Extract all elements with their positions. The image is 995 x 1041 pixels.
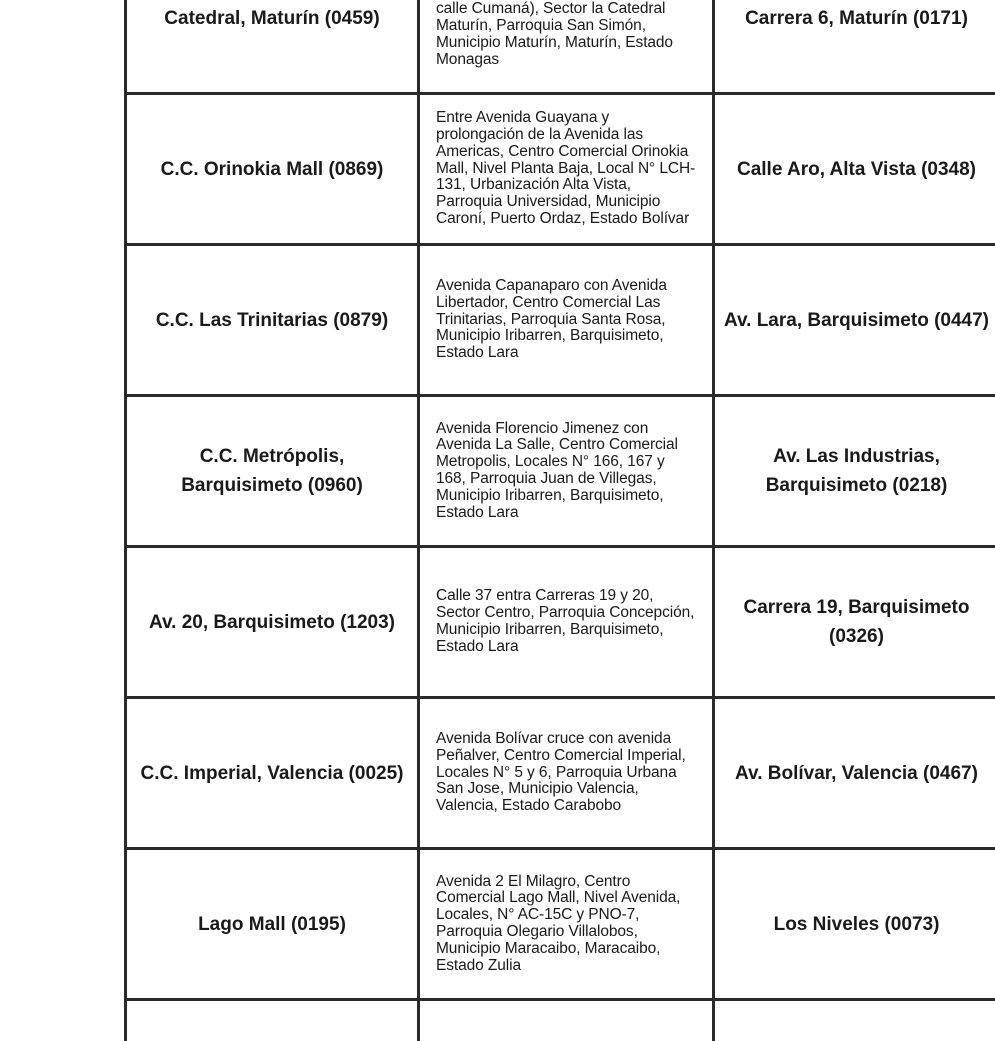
destination-branch-cell: Av. Lara, Barquisimeto (0447) [723,309,990,331]
address-cell: Avenida Florencio Jimenez con Avenida La Salle, Centro Comercial Metropolis, Locales N° 166, 167 y 168, Parroquia Juan de Villegas, Municipio Iribarren, Barquisimeto, Estado Lara [420,397,715,545]
origin-branch-cell: C.C. Orinokia Mall (0869) [127,95,420,243]
origin-branch-cell: Catedral, Maturín (0459) [127,0,420,92]
origin-branch-cell-empty [127,1001,420,1041]
table-row [127,850,995,1001]
table-row-partial [127,1001,995,1041]
table-row [127,397,995,548]
table-grid [124,0,995,1041]
destination-branch-cell: Los Niveles (0073) [773,913,940,935]
address-cell-empty [420,1001,715,1041]
address-cell: Calle 37 entra Carreras 19 y 20, Sector Centro, Parroquia Concepción, Municipio Iribarren, Barquisimeto, Estado Lara [420,548,715,696]
table-row [127,246,995,397]
destination-branch-cell: Calle Aro, Alta Vista (0348) [736,158,976,180]
destination-branch-cell: Av. Las Industrias, Barquisimeto (0218) [765,446,948,496]
address-cell: calle Cumaná), Sector la Catedral Maturín, Parroquia San Simón, Municipio Maturín, Maturín, Estado Monagas [420,0,715,92]
table-row [127,699,995,850]
origin-branch-cell: Av. 20, Barquisimeto (1203) [127,548,420,696]
destination-branch-cell: Carrera 19, Barquisimeto (0326) [743,597,970,647]
branch-table [124,0,995,1041]
origin-branch-cell: C.C. Metrópolis, Barquisimeto (0960) [127,397,420,545]
table-row [127,95,995,246]
destination-branch-cell: Av. Bolívar, Valencia (0467) [735,762,978,784]
address-cell: Avenida 2 El Milagro, Centro Comercial Lago Mall, Nivel Avenida, Locales, N° AC-15C y PNO-7, Parroquia Olegario Villalobos, Municipio Maracaibo, Maracaibo, Estado Zulia [420,850,715,998]
address-cell: Entre Avenida Guayana y prolongación de la Avenida las Americas, Centro Comercial Orinokia Mall, Nivel Planta Baja, Local N° LCH-131, Urbanización Alta Vista, Parroquia Universidad, Municipio Caroní, Puerto Ordaz, Estado Bolívar [420,95,715,243]
destination-branch-cell-empty [715,1001,995,1041]
table-row [127,0,995,95]
origin-branch-cell: C.C. Las Trinitarias (0879) [127,246,420,394]
address-cell: Avenida Capanaparo con Avenida Libertador, Centro Comercial Las Trinitarias, Parroquia Santa Rosa, Municipio Iribarren, Barquisimeto, Estado Lara [420,246,715,394]
origin-branch-cell: Lago Mall (0195) [127,850,420,998]
address-cell: Avenida Bolívar cruce con avenida Peñalver, Centro Comercial Imperial, Locales N° 5 y 6, Parroquia Urbana San Jose, Municipio Valencia, Valencia, Estado Carabobo [420,699,715,847]
destination-branch-cell: Carrera 6, Maturín (0171) [745,7,968,29]
origin-branch-cell: C.C. Imperial, Valencia (0025) [127,699,420,847]
table-row [127,548,995,699]
